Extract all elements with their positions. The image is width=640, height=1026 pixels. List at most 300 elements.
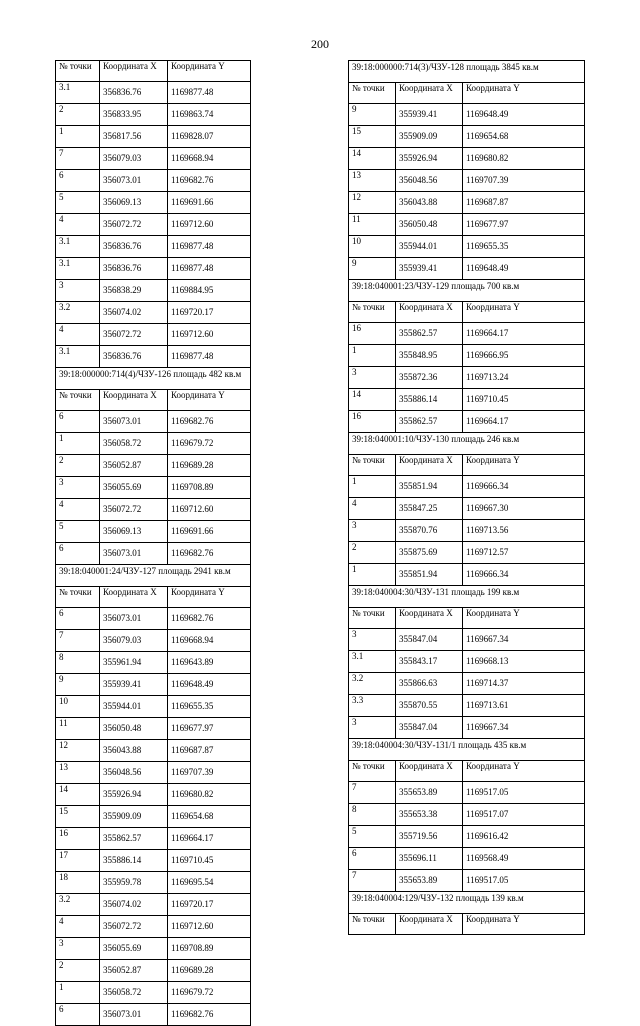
coordinate-y: 1169648.49 bbox=[463, 258, 585, 280]
table-row bbox=[349, 214, 585, 236]
table-row bbox=[349, 520, 585, 542]
coordinate-y: 1169668.94 bbox=[168, 630, 251, 652]
table-row bbox=[56, 608, 251, 630]
coordinate-x: 355872.36 bbox=[396, 367, 463, 389]
header-row bbox=[56, 587, 251, 608]
coordinate-x: 355653.89 bbox=[396, 870, 463, 892]
coordinate-x: 355851.94 bbox=[396, 564, 463, 586]
coordinate-y: 1169687.87 bbox=[168, 740, 251, 762]
point-number: 17 bbox=[56, 850, 100, 872]
coordinate-y: 1169863.74 bbox=[168, 104, 251, 126]
table-row bbox=[349, 826, 585, 848]
table-row bbox=[56, 214, 251, 236]
coordinate-y: 1169712.60 bbox=[168, 916, 251, 938]
header-coordinate-y: Координата Y bbox=[463, 914, 585, 935]
section-title-row bbox=[349, 433, 585, 455]
section-title: 39:18:040001:24/ЧЗУ-127 площадь 2941 кв.м bbox=[56, 565, 251, 587]
table-row bbox=[56, 411, 251, 433]
coordinate-y: 1169664.17 bbox=[168, 828, 251, 850]
page-number: 200 bbox=[311, 37, 329, 51]
table-row bbox=[349, 564, 585, 586]
coordinate-y: 1169654.68 bbox=[463, 126, 585, 148]
coordinate-x: 356074.02 bbox=[100, 302, 168, 324]
point-number: 3.1 bbox=[56, 82, 100, 104]
coordinate-x: 356052.87 bbox=[100, 455, 168, 477]
coordinate-x: 356072.72 bbox=[100, 214, 168, 236]
coordinate-x: 356043.88 bbox=[100, 740, 168, 762]
table-row bbox=[349, 542, 585, 564]
right-coordinates-table bbox=[348, 60, 585, 935]
table-row bbox=[349, 848, 585, 870]
coordinate-y: 1169682.76 bbox=[168, 1004, 251, 1026]
point-number: 2 bbox=[56, 104, 100, 126]
section-title: 39:18:040001:23/ЧЗУ-129 площадь 700 кв.м bbox=[349, 280, 585, 302]
coordinate-y: 1169667.34 bbox=[463, 717, 585, 739]
point-number: 5 bbox=[56, 521, 100, 543]
point-number: 3.1 bbox=[349, 651, 396, 673]
header-row bbox=[349, 914, 585, 935]
table-row bbox=[349, 345, 585, 367]
coordinate-y: 1169666.34 bbox=[463, 564, 585, 586]
table-row bbox=[349, 804, 585, 826]
coordinate-x: 355847.04 bbox=[396, 717, 463, 739]
table-row bbox=[56, 148, 251, 170]
header-point-number: № точки bbox=[349, 302, 396, 323]
point-number: 7 bbox=[56, 148, 100, 170]
table-row bbox=[56, 543, 251, 565]
coordinate-y: 1169710.45 bbox=[168, 850, 251, 872]
header-row bbox=[56, 61, 251, 82]
coordinate-x: 355653.89 bbox=[396, 782, 463, 804]
coordinate-x: 356072.72 bbox=[100, 916, 168, 938]
coordinate-y: 1169648.49 bbox=[168, 674, 251, 696]
coordinate-y: 1169884.95 bbox=[168, 280, 251, 302]
table-row bbox=[56, 433, 251, 455]
section-title-row bbox=[349, 61, 585, 83]
point-number: 12 bbox=[56, 740, 100, 762]
header-coordinate-x: Координата X bbox=[396, 608, 463, 629]
coordinate-x: 355862.57 bbox=[100, 828, 168, 850]
coordinate-y: 1169679.72 bbox=[168, 982, 251, 1004]
coordinate-x: 355870.76 bbox=[396, 520, 463, 542]
section-title: 39:18:000000:714(4)/ЧЗУ-126 площадь 482 кв.м bbox=[56, 368, 251, 390]
point-number: 14 bbox=[56, 784, 100, 806]
coordinate-x: 355886.14 bbox=[396, 389, 463, 411]
table-row bbox=[56, 82, 251, 104]
coordinate-x: 355939.41 bbox=[396, 258, 463, 280]
header-row bbox=[349, 302, 585, 323]
table-row bbox=[56, 630, 251, 652]
coordinate-y: 1169664.17 bbox=[463, 411, 585, 433]
coordinate-x: 355862.57 bbox=[396, 323, 463, 345]
table-row bbox=[349, 651, 585, 673]
point-number: 1 bbox=[349, 564, 396, 586]
coordinate-x: 355944.01 bbox=[100, 696, 168, 718]
coordinate-x: 355870.55 bbox=[396, 695, 463, 717]
section-title-row bbox=[349, 739, 585, 761]
point-number: 4 bbox=[349, 498, 396, 520]
coordinate-y: 1169654.68 bbox=[168, 806, 251, 828]
coordinate-x: 356069.13 bbox=[100, 521, 168, 543]
header-point-number: № точки bbox=[349, 608, 396, 629]
coordinate-x: 356836.76 bbox=[100, 346, 168, 368]
coordinate-x: 356073.01 bbox=[100, 608, 168, 630]
coordinate-x: 355862.57 bbox=[396, 411, 463, 433]
section-title-row bbox=[349, 280, 585, 302]
coordinate-y: 1169682.76 bbox=[168, 543, 251, 565]
table-row bbox=[56, 324, 251, 346]
section-title-row bbox=[56, 368, 251, 390]
coordinate-y: 1169666.95 bbox=[463, 345, 585, 367]
coordinate-y: 1169687.87 bbox=[463, 192, 585, 214]
point-number: 3 bbox=[56, 938, 100, 960]
header-row bbox=[349, 761, 585, 782]
table-row bbox=[349, 258, 585, 280]
point-number: 5 bbox=[56, 192, 100, 214]
header-point-number: № точки bbox=[349, 455, 396, 476]
coordinate-x: 356838.29 bbox=[100, 280, 168, 302]
coordinate-x: 355696.11 bbox=[396, 848, 463, 870]
point-number: 1 bbox=[56, 433, 100, 455]
point-number: 2 bbox=[349, 542, 396, 564]
coordinate-x: 355939.41 bbox=[396, 104, 463, 126]
coordinate-x: 355843.17 bbox=[396, 651, 463, 673]
section-title: 39:18:000000:714(3)/ЧЗУ-128 площадь 3845 кв.м bbox=[349, 61, 585, 83]
table-row bbox=[56, 346, 251, 368]
point-number: 6 bbox=[56, 543, 100, 565]
coordinate-x: 355875.69 bbox=[396, 542, 463, 564]
point-number: 3 bbox=[56, 280, 100, 302]
table-row bbox=[56, 104, 251, 126]
table-row bbox=[349, 717, 585, 739]
table-row bbox=[349, 170, 585, 192]
table-row bbox=[349, 411, 585, 433]
table-row bbox=[56, 960, 251, 982]
coordinate-y: 1169677.97 bbox=[463, 214, 585, 236]
point-number: 3.2 bbox=[349, 673, 396, 695]
table-row bbox=[56, 674, 251, 696]
point-number: 1 bbox=[56, 982, 100, 1004]
header-row bbox=[349, 608, 585, 629]
left-coordinates-table bbox=[55, 60, 251, 1026]
header-point-number: № точки bbox=[349, 761, 396, 782]
coordinate-y: 1169720.17 bbox=[168, 894, 251, 916]
table-row bbox=[56, 652, 251, 674]
point-number: 6 bbox=[56, 608, 100, 630]
header-coordinate-x: Координата X bbox=[396, 761, 463, 782]
table-row bbox=[349, 148, 585, 170]
table-row bbox=[56, 1004, 251, 1026]
header-coordinate-x: Координата X bbox=[396, 914, 463, 935]
coordinate-y: 1169708.89 bbox=[168, 477, 251, 499]
point-number: 16 bbox=[349, 411, 396, 433]
coordinate-x: 355847.04 bbox=[396, 629, 463, 651]
point-number: 2 bbox=[56, 455, 100, 477]
point-number: 3.2 bbox=[56, 302, 100, 324]
header-point-number: № точки bbox=[56, 61, 100, 82]
coordinate-x: 356058.72 bbox=[100, 982, 168, 1004]
coordinate-x: 355719.56 bbox=[396, 826, 463, 848]
point-number: 1 bbox=[349, 476, 396, 498]
coordinate-x: 355847.25 bbox=[396, 498, 463, 520]
coordinate-x: 356048.56 bbox=[396, 170, 463, 192]
coordinate-x: 356833.95 bbox=[100, 104, 168, 126]
coordinate-y: 1169667.30 bbox=[463, 498, 585, 520]
point-number: 10 bbox=[56, 696, 100, 718]
point-number: 1 bbox=[349, 345, 396, 367]
table-row bbox=[56, 784, 251, 806]
coordinate-y: 1169828.07 bbox=[168, 126, 251, 148]
coordinate-y: 1169682.76 bbox=[168, 608, 251, 630]
table-row bbox=[56, 521, 251, 543]
coordinate-x: 355939.41 bbox=[100, 674, 168, 696]
header-coordinate-x: Координата X bbox=[100, 587, 168, 608]
coordinate-x: 356050.48 bbox=[100, 718, 168, 740]
coordinate-y: 1169877.48 bbox=[168, 258, 251, 280]
section-title: 39:18:040004:30/ЧЗУ-131/1 площадь 435 кв.м bbox=[349, 739, 585, 761]
coordinate-y: 1169712.57 bbox=[463, 542, 585, 564]
coordinate-y: 1169713.56 bbox=[463, 520, 585, 542]
point-number: 4 bbox=[56, 499, 100, 521]
point-number: 3.3 bbox=[349, 695, 396, 717]
coordinate-x: 355926.94 bbox=[100, 784, 168, 806]
coordinate-y: 1169648.49 bbox=[463, 104, 585, 126]
header-point-number: № точки bbox=[349, 914, 396, 935]
point-number: 15 bbox=[349, 126, 396, 148]
coordinate-y: 1169680.82 bbox=[168, 784, 251, 806]
point-number: 7 bbox=[349, 870, 396, 892]
header-point-number: № точки bbox=[349, 83, 396, 104]
table-row bbox=[56, 828, 251, 850]
header-row bbox=[349, 83, 585, 104]
table-row bbox=[56, 982, 251, 1004]
point-number: 4 bbox=[56, 916, 100, 938]
coordinate-x: 355866.63 bbox=[396, 673, 463, 695]
header-row bbox=[349, 455, 585, 476]
point-number: 7 bbox=[56, 630, 100, 652]
coordinate-x: 356073.01 bbox=[100, 1004, 168, 1026]
coordinate-y: 1169877.48 bbox=[168, 346, 251, 368]
header-point-number: № точки bbox=[56, 390, 100, 411]
coordinate-y: 1169668.13 bbox=[463, 651, 585, 673]
point-number: 14 bbox=[349, 148, 396, 170]
point-number: 8 bbox=[349, 804, 396, 826]
coordinate-y: 1169707.39 bbox=[463, 170, 585, 192]
point-number: 7 bbox=[349, 782, 396, 804]
coordinate-x: 355653.38 bbox=[396, 804, 463, 826]
table-row bbox=[56, 762, 251, 784]
coordinate-x: 356079.03 bbox=[100, 630, 168, 652]
point-number: 5 bbox=[349, 826, 396, 848]
table-row bbox=[56, 718, 251, 740]
coordinate-x: 355944.01 bbox=[396, 236, 463, 258]
table-row bbox=[56, 258, 251, 280]
coordinate-x: 356055.69 bbox=[100, 938, 168, 960]
point-number: 2 bbox=[56, 960, 100, 982]
table-row bbox=[56, 850, 251, 872]
point-number: 6 bbox=[56, 1004, 100, 1026]
section-title: 39:18:040004:129/ЧЗУ-132 площадь 139 кв.м bbox=[349, 892, 585, 914]
table-row bbox=[56, 740, 251, 762]
coordinate-y: 1169695.54 bbox=[168, 872, 251, 894]
table-row bbox=[56, 806, 251, 828]
coordinate-y: 1169713.61 bbox=[463, 695, 585, 717]
coordinate-y: 1169677.97 bbox=[168, 718, 251, 740]
coordinate-x: 356073.01 bbox=[100, 170, 168, 192]
table-row bbox=[56, 455, 251, 477]
coordinate-x: 356817.56 bbox=[100, 126, 168, 148]
section-title-row bbox=[349, 586, 585, 608]
coordinate-x: 356048.56 bbox=[100, 762, 168, 784]
table-row bbox=[349, 476, 585, 498]
coordinate-y: 1169517.07 bbox=[463, 804, 585, 826]
coordinate-y: 1169710.45 bbox=[463, 389, 585, 411]
coordinate-x: 356079.03 bbox=[100, 148, 168, 170]
section-title-row bbox=[349, 892, 585, 914]
point-number: 3.1 bbox=[56, 258, 100, 280]
header-coordinate-x: Координата X bbox=[396, 83, 463, 104]
table-row bbox=[349, 870, 585, 892]
header-coordinate-y: Координата Y bbox=[463, 302, 585, 323]
coordinate-x: 356069.13 bbox=[100, 192, 168, 214]
table-row bbox=[349, 695, 585, 717]
coordinate-y: 1169655.35 bbox=[463, 236, 585, 258]
header-coordinate-x: Координата X bbox=[396, 455, 463, 476]
point-number: 6 bbox=[349, 848, 396, 870]
coordinate-y: 1169707.39 bbox=[168, 762, 251, 784]
point-number: 3.1 bbox=[56, 346, 100, 368]
table-row bbox=[349, 673, 585, 695]
coordinate-y: 1169664.17 bbox=[463, 323, 585, 345]
coordinate-y: 1169689.28 bbox=[168, 960, 251, 982]
table-row bbox=[349, 323, 585, 345]
table-row bbox=[56, 236, 251, 258]
coordinate-x: 356055.69 bbox=[100, 477, 168, 499]
point-number: 8 bbox=[56, 652, 100, 674]
header-coordinate-x: Координата X bbox=[100, 390, 168, 411]
table-row bbox=[56, 696, 251, 718]
table-row bbox=[56, 302, 251, 324]
coordinate-y: 1169668.94 bbox=[168, 148, 251, 170]
coordinate-y: 1169682.76 bbox=[168, 170, 251, 192]
section-title: 39:18:040004:30/ЧЗУ-131 площадь 199 кв.м bbox=[349, 586, 585, 608]
point-number: 6 bbox=[56, 170, 100, 192]
header-coordinate-y: Координата Y bbox=[168, 390, 251, 411]
table-row bbox=[56, 170, 251, 192]
point-number: 3.1 bbox=[56, 236, 100, 258]
coordinate-x: 355909.09 bbox=[100, 806, 168, 828]
coordinate-x: 356043.88 bbox=[396, 192, 463, 214]
header-coordinate-y: Координата Y bbox=[463, 608, 585, 629]
table-row bbox=[349, 389, 585, 411]
coordinate-x: 355926.94 bbox=[396, 148, 463, 170]
coordinate-x: 355961.94 bbox=[100, 652, 168, 674]
coordinate-y: 1169667.34 bbox=[463, 629, 585, 651]
table-row bbox=[56, 126, 251, 148]
coordinate-y: 1169877.48 bbox=[168, 82, 251, 104]
coordinate-x: 355886.14 bbox=[100, 850, 168, 872]
header-row bbox=[56, 390, 251, 411]
coordinate-y: 1169682.76 bbox=[168, 411, 251, 433]
header-coordinate-y: Координата Y bbox=[168, 587, 251, 608]
section-title-row bbox=[56, 565, 251, 587]
table-row bbox=[349, 126, 585, 148]
table-row bbox=[349, 104, 585, 126]
coordinate-x: 356836.76 bbox=[100, 82, 168, 104]
point-number: 9 bbox=[349, 104, 396, 126]
header-coordinate-y: Координата Y bbox=[463, 455, 585, 476]
table-row bbox=[56, 280, 251, 302]
coordinate-y: 1169616.42 bbox=[463, 826, 585, 848]
coordinate-x: 356050.48 bbox=[396, 214, 463, 236]
coordinate-x: 356052.87 bbox=[100, 960, 168, 982]
coordinate-x: 356074.02 bbox=[100, 894, 168, 916]
table-row bbox=[56, 499, 251, 521]
coordinate-y: 1169679.72 bbox=[168, 433, 251, 455]
section-title: 39:18:040001:10/ЧЗУ-130 площадь 246 кв.м bbox=[349, 433, 585, 455]
point-number: 3.2 bbox=[56, 894, 100, 916]
coordinate-y: 1169517.05 bbox=[463, 870, 585, 892]
coordinate-y: 1169643.89 bbox=[168, 652, 251, 674]
coordinate-y: 1169691.66 bbox=[168, 192, 251, 214]
point-number: 4 bbox=[56, 324, 100, 346]
point-number: 11 bbox=[349, 214, 396, 236]
coordinate-x: 356058.72 bbox=[100, 433, 168, 455]
table-row bbox=[56, 872, 251, 894]
coordinate-x: 355959.78 bbox=[100, 872, 168, 894]
coordinate-x: 356836.76 bbox=[100, 236, 168, 258]
header-coordinate-x: Координата X bbox=[100, 61, 168, 82]
coordinate-y: 1169712.60 bbox=[168, 324, 251, 346]
point-number: 11 bbox=[56, 718, 100, 740]
header-coordinate-y: Координата Y bbox=[463, 83, 585, 104]
coordinate-x: 356836.76 bbox=[100, 258, 168, 280]
table-row bbox=[349, 629, 585, 651]
coordinate-x: 355851.94 bbox=[396, 476, 463, 498]
point-number: 3 bbox=[349, 629, 396, 651]
coordinate-y: 1169713.24 bbox=[463, 367, 585, 389]
coordinate-x: 356073.01 bbox=[100, 543, 168, 565]
table-row bbox=[56, 916, 251, 938]
point-number: 13 bbox=[56, 762, 100, 784]
table-row bbox=[56, 938, 251, 960]
coordinate-y: 1169568.49 bbox=[463, 848, 585, 870]
table-row bbox=[349, 498, 585, 520]
coordinate-y: 1169689.28 bbox=[168, 455, 251, 477]
coordinate-y: 1169680.82 bbox=[463, 148, 585, 170]
header-coordinate-y: Координата Y bbox=[463, 761, 585, 782]
coordinate-y: 1169517.05 bbox=[463, 782, 585, 804]
point-number: 16 bbox=[349, 323, 396, 345]
coordinate-y: 1169714.37 bbox=[463, 673, 585, 695]
point-number: 15 bbox=[56, 806, 100, 828]
coordinate-y: 1169720.17 bbox=[168, 302, 251, 324]
table-row bbox=[56, 477, 251, 499]
point-number: 3 bbox=[349, 717, 396, 739]
point-number: 6 bbox=[56, 411, 100, 433]
table-row bbox=[349, 192, 585, 214]
point-number: 10 bbox=[349, 236, 396, 258]
point-number: 9 bbox=[56, 674, 100, 696]
coordinate-y: 1169877.48 bbox=[168, 236, 251, 258]
coordinate-x: 355848.95 bbox=[396, 345, 463, 367]
point-number: 3 bbox=[56, 477, 100, 499]
point-number: 9 bbox=[349, 258, 396, 280]
coordinate-y: 1169712.60 bbox=[168, 214, 251, 236]
point-number: 1 bbox=[56, 126, 100, 148]
header-point-number: № точки bbox=[56, 587, 100, 608]
coordinate-x: 356072.72 bbox=[100, 499, 168, 521]
